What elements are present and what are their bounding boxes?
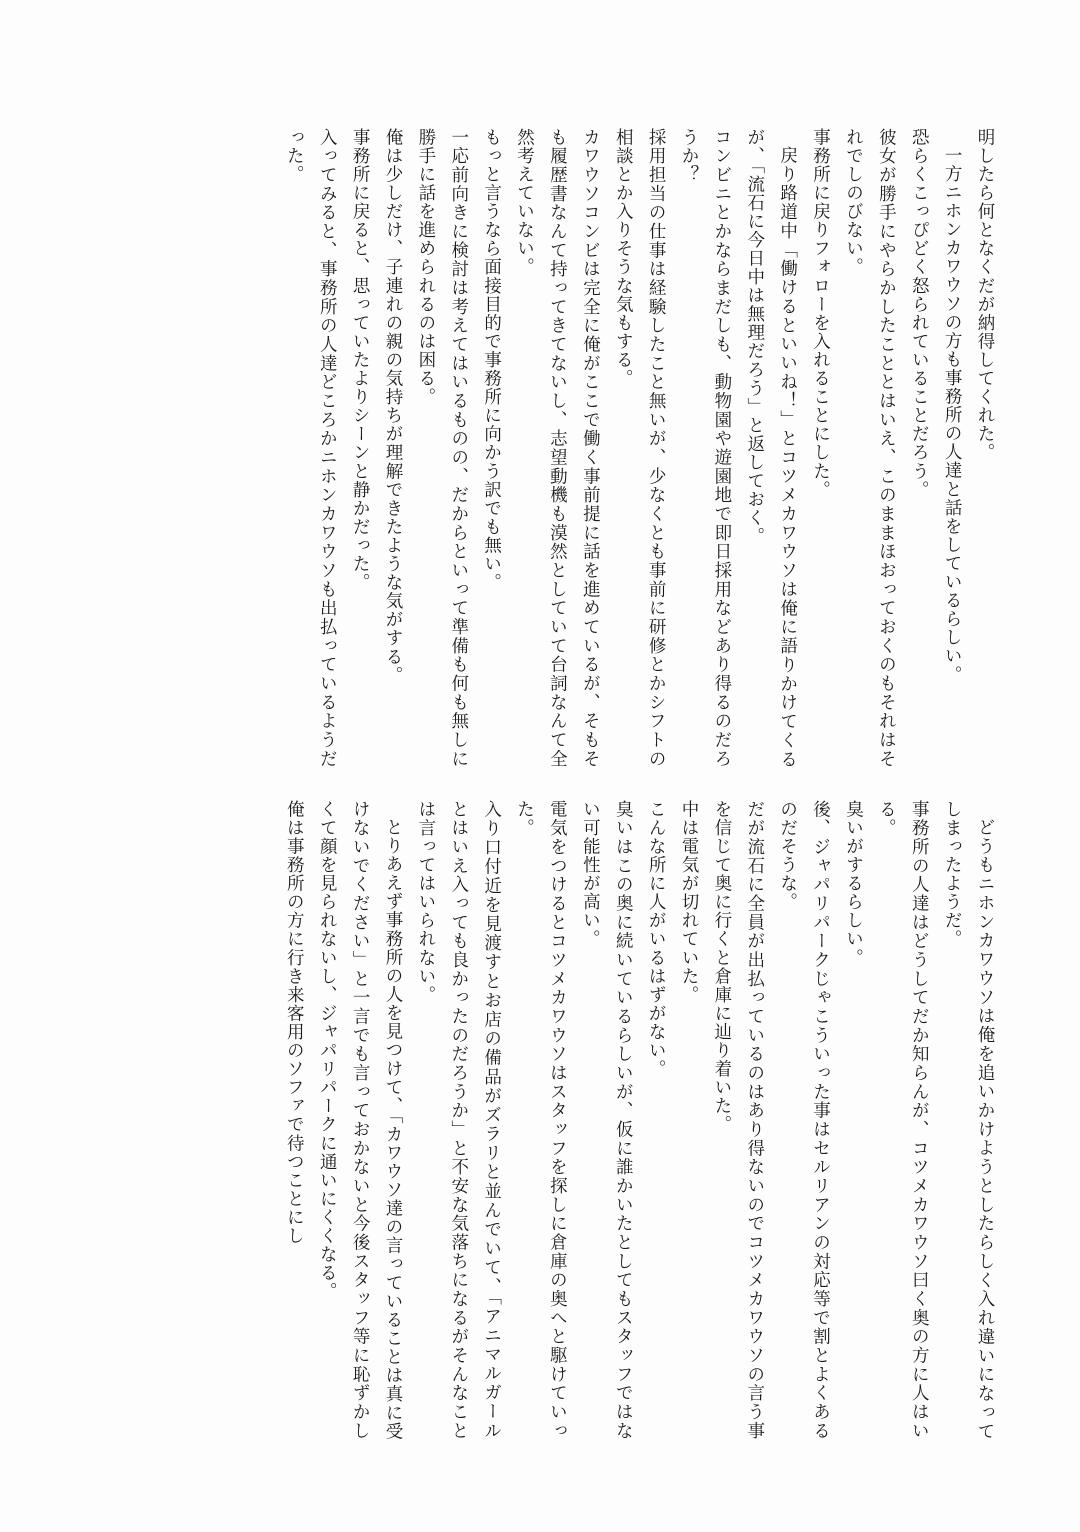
paragraph: もっと言うなら面接目的で事務所に向かう訳でも無い。 [482,128,503,592]
paragraph: 事務所に戻ると、思っていたよりシーンと静かだった。 [351,128,372,592]
paragraph: 戻り路道中「働けるといいね！」とコツメカワウソは俺に語りかけてくるが、「流石に今日中は無理だろう」と返しておく。 [745,128,799,768]
paragraph: 一方ニホンカワウソの方も事務所の人達と話をしているらしい。 [943,145,964,684]
paragraph: 彼女が勝手にやらかしたこととはいえ、このままほおっておくのもそれはそれでしのびない。 [844,128,898,768]
paragraph: 事務所の人達はどうしてだか知らんが、コツメカワウソ曰く奥の方に人はいる。 [877,800,931,1440]
paragraph: 臭いはこの奥に続いているらしいが、仮に誰かいたとしてもスタッフではない可能性が高い。 [581,800,635,1440]
paragraph: 明したら何となくだが納得してくれた。 [976,128,996,462]
paragraph: 臭いがするらしい。 [844,800,865,967]
paragraph: 入ってみると、事務所の人達どころかニホンカワウソも出払っているようだった。 [285,128,339,768]
paragraph: 採用担当の仕事は経験したこと無いが、少なくとも事前に研修とかシフトの相談とか入りそうな気もする。 [614,128,668,768]
paragraph: 一応前向きに検討は考えてはいるものの、だからといって準備も何も無しに勝手に話を進められるのは困る。 [416,128,470,768]
paragraph: こんな所に人がいるはずがない。 [647,800,668,1079]
paragraph: 電気をつけるとコツメカワウソはスタッフを探しに倉庫の奥へと駆けていった。 [515,800,569,1440]
paragraph: どうもニホンカワウソは俺を追いかけようとしたらしく入れ違いになってしまったようだ。 [943,800,996,1440]
paragraph: 事務所に戻りフォローを入れることにした。 [811,128,832,499]
text-block-upper [72,128,1002,768]
paragraph: 俺は事務所の方に行き来客用のソファで待つことにし [285,800,306,1246]
paragraph: 後、ジャパリパークじゃこういった事はセルリアンの対応等で割とよくあるのだそうな。 [778,800,832,1440]
paragraph: だが流石に全員が出払っているのはあり得ないのでコツメカワウソの言う事を信じて奥に行くと倉庫に辿り着いた。 [712,800,766,1440]
paragraph: 入り口付近を見渡すとお店の備品がズラリと並んでいて、「アニマルガールとはいえ入っても良かったのだろうか」と不安な気落ちになるがそんなことは言ってはいられない。 [416,800,503,1440]
paragraph: カワウソコンビは完全に俺がここで働く事前提に話を進めているが、そもそも履歴書なんて持ってきてないし、志望動機も漠然としていて台詞なんて全然考えていない。 [515,128,602,768]
paragraph: 俺は少しだけ、子連れの親の気持ちが理解できたような気がする。 [383,128,404,685]
paragraph: とりあえず事務所の人を見つけて、「カワウソ達の言っていることは真に受けないでください」と一言でも言っておかないと今後スタッフ等に恥ずかしくて顔を見られないし、ジャパリパークに通いにくくなる。 [318,800,404,1440]
paragraph: 恐らくこっぴどく怒られていることだろう。 [910,128,931,499]
text-block-lower [72,800,1002,1440]
paragraph: 中は電気が切れていた。 [679,800,700,1005]
paragraph: コンビニとかならまだしも、動物園や遊園地で即日採用などあり得るのだろうか？ [679,128,733,768]
